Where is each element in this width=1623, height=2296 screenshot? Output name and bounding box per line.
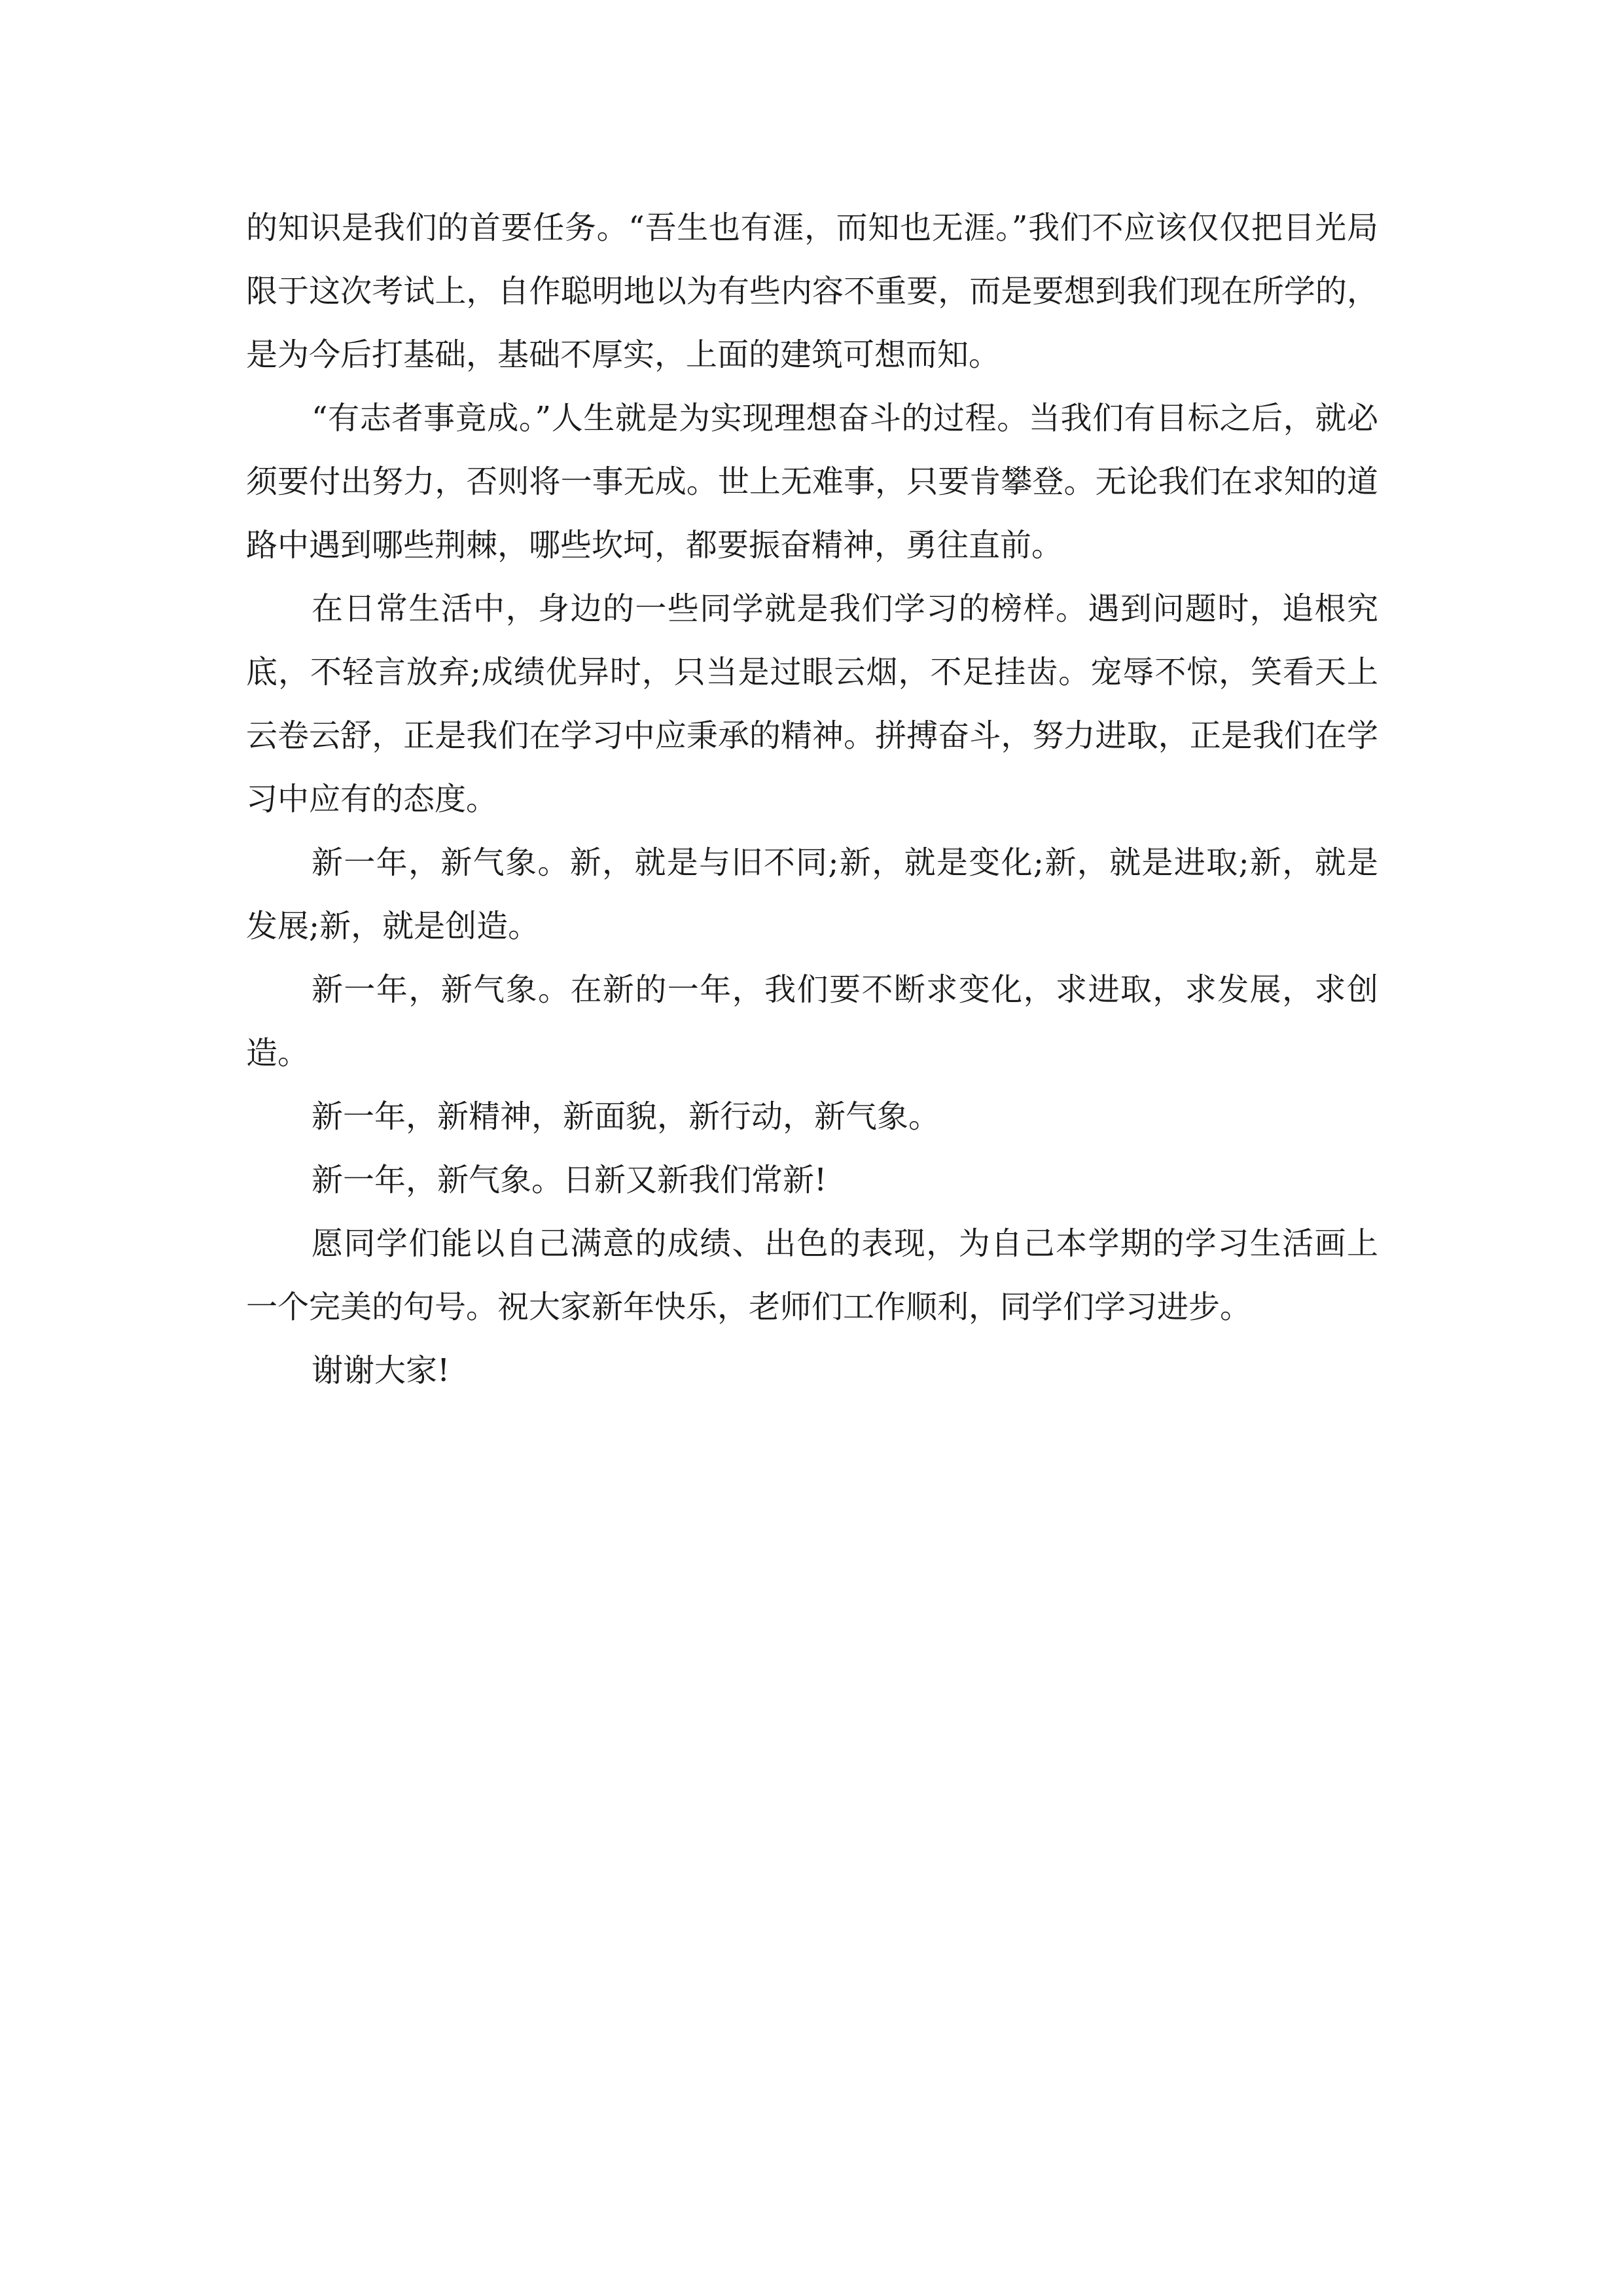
paragraph: “有志者事竟成。”人生就是为实现理想奋斗的过程。当我们有目标之后，就必须要付出努力，否则将一事无成。世上无难事，只要肯攀登。无论我们在求知的道路中遇到哪些荆棘，哪些坎坷，都要振奋精神，勇往直前。 [246,400,1378,564]
paragraph: 新一年，新精神，新面貌，新行动，新气象。 [312,1098,940,1135]
paragraph: 新一年，新气象。在新的一年，我们要不断求变化，求进取，求发展，求创造。 [246,971,1378,1071]
paragraph: 在日常生活中，身边的一些同学就是我们学习的榜样。遇到问题时，追根究底，不轻言放弃;成绩优异时，只当是过眼云烟，不足挂齿。宠辱不惊，笑看天上云卷云舒，正是我们在学习中应秉承的精神。拼搏奋斗，努力进取，正是我们在学习中应有的态度。 [246,590,1378,817]
paragraph: 新一年，新气象。新，就是与旧不同;新，就是变化;新，就是进取;新，就是发展;新，就是创造。 [246,844,1378,944]
closing-line: 谢谢大家! [312,1352,450,1389]
paragraph: 新一年，新气象。日新又新我们常新! [312,1162,827,1198]
paragraph: 愿同学们能以自己满意的成绩、出色的表现，为自己本学期的学习生活画上一个完美的句号。祝大家新年快乐，老师们工作顺利，同学们学习进步。 [246,1225,1378,1325]
document-body [246,196,1378,1403]
paragraph-continued: 的知识是我们的首要任务。“吾生也有涯，而知也无涯。”我们不应该仅仅把目光局限于这次考试上，自作聪明地以为有些内容不重要，而是要想到我们现在所学的，是为今后打基础，基础不厚实，上面的建筑可想而知。 [246,209,1378,373]
